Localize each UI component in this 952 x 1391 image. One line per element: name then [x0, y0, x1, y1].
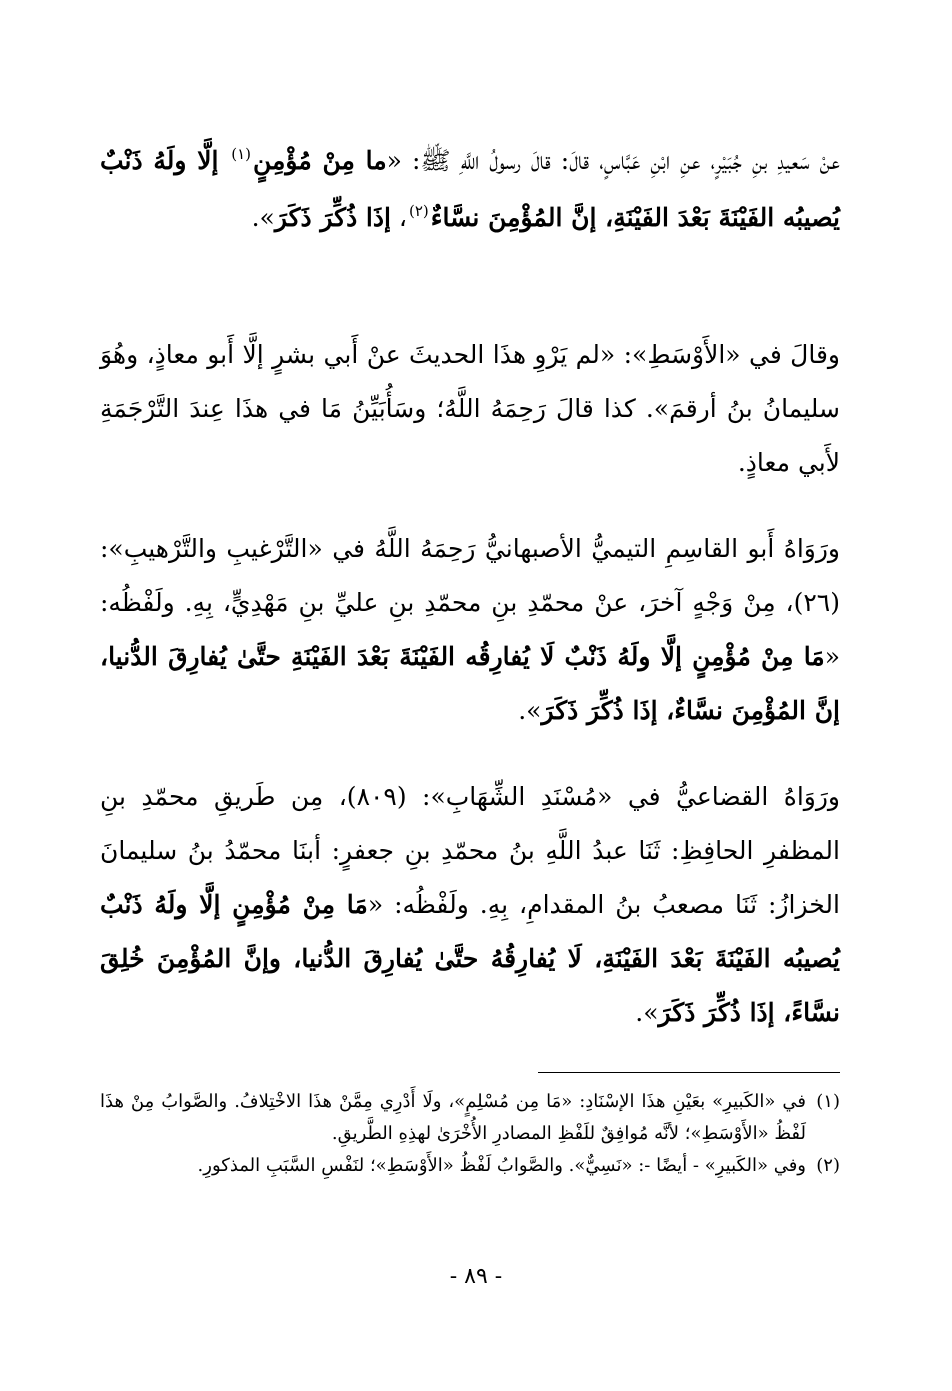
hadith-quote: إلَّا ولَهُ ذَنْبٌ يُصيبُه الفَيْنَةَ بَعْدَ الفَيْنَةِ، إنَّ المُؤْمِنَ نسَّاءٌ	[100, 146, 840, 232]
paragraph-text: وقالَ في «الأَوْسَطِ»: «لم يَرْوِ هذَا الحديثَ عنْ أَبي بشرٍ إلَّا أَبو معاذٍ، وهُوَ سليمانُ بنُ أرقمَ». كذا قالَ رَحِمَهُ اللَّهُ؛ وسَأُبَيِّنُ مَا في هذَا عِندَ التَّرْجَمَةِ لأَبي معاذٍ.	[100, 340, 840, 477]
footnote-1	[100, 1086, 840, 1150]
footnotes-section	[100, 1086, 840, 1182]
footnote-text: في «الكَبيرِ» بعَيْنِ هذَا الإسْنَادِ: «مَا مِن مُسْلِمٍ»، ولَا أَدْرِي مِمَّنْ هذَا الاخْتِلافُ. والصَّوابُ مِنْ هذَا لَفْظُ «الأَوْسَطِ»؛ لأنَّه مُوافِقٌ للَفْظِ المصادرِ الأُخْرَىٰ لهذِهِ الطَّريقِ.	[100, 1091, 806, 1144]
paragraph-intro: ورَوَاهُ أَبو القاسِمِ التيميُّ الأصبهانيُّ رَحِمَهُ اللَّهُ في «التَّرْغيبِ والتَّرْهيبِ»: (٢٦)، مِنْ وَجْهٍ آخرَ، عنْ محمّدِ بنِ محمّدِ بنِ عليِّ بنِ مَهْدِيٍّ، بِهِ. ولَفْظُه: «	[100, 534, 840, 671]
footnote-label: (٢)	[816, 1155, 840, 1176]
footnote-reference-2: (٢)	[408, 202, 429, 220]
paragraph-awsat-note	[100, 328, 840, 490]
footnote-2	[100, 1150, 840, 1182]
paragraph-intro: عنْ سَعيدِ بنِ جُبَيْرٍ، عنِ ابْنِ عَبَّاسٍ، قالَ: قالَ رسولُ اللَّهِ ﷺ: «	[386, 146, 840, 175]
paragraph-hadith-text	[100, 134, 840, 248]
paragraph-outro: ».	[518, 696, 542, 725]
hadith-quote: مَا مِنْ مُؤْمِنٍ إلَّا ولَهُ ذَنْبٌ يُصيبُه الفَيْنَةَ بَعْدَ الفَيْنَةِ، لَا يُفارِقُهُ حتَّىٰ يُفارِقَ الدُّنيا، وإنَّ المُؤْمِنَ خُلِقَ نسَّاءً، إذَا ذُكِّرَ ذَكَرَ	[100, 890, 840, 1027]
hadith-quote: ما مِنْ مُؤْمِنٍ	[252, 146, 387, 175]
hadith-quote: إذَا ذُكِّرَ ذَكَرَ	[274, 203, 391, 232]
page-number: - ٨٩ -	[449, 1264, 503, 1289]
paragraph-shihab-narration	[100, 770, 840, 1040]
footnote-text: وفي «الكَبيرِ» - أيضًا -: «نَسِيٌّ». والصَّوابُ لَفْظُ «الأَوْسَطِ»؛ لنَفْسِ السَّبَبِ المذكورِ.	[197, 1155, 806, 1176]
paragraph-intro: ورَوَاهُ القضاعيُّ في «مُسْنَدِ الشِّهَابِ»: (٨٠٩)، مِن طَريقِ محمّدِ بنِ المظفرِ الحافِظِ: ثَنَا عبدُ اللَّهِ بنُ محمّدِ بنِ جعفرٍ: أبنَا محمّدُ بنُ سليمانَ الخزازُ: ثَنَا مصعبُ بنُ المقدامِ، بِهِ. ولَفْظُه: «	[100, 782, 840, 919]
separator-text: ،	[390, 203, 407, 232]
hadith-quote: مَا مِنْ مُؤْمِنٍ إلَّا ولَهُ ذَنْبٌ لَا يُفارِقُه الفَيْنَةَ بَعْدَ الفَيْنَةِ حتَّىٰ يُفارِقَ الدُّنيا، إنَّ المُؤْمِنَ نسَّاءٌ، إذَا ذُكِّرَ ذَكَرَ	[100, 642, 840, 725]
paragraph-outro: ».	[251, 203, 275, 232]
footnote-label: (١)	[816, 1091, 840, 1112]
footnote-reference-1: (١)	[231, 145, 251, 163]
paragraph-outro: ».	[635, 998, 659, 1027]
paragraph-targhib-narration	[100, 522, 840, 738]
footnote-separator-rule	[538, 1072, 840, 1073]
